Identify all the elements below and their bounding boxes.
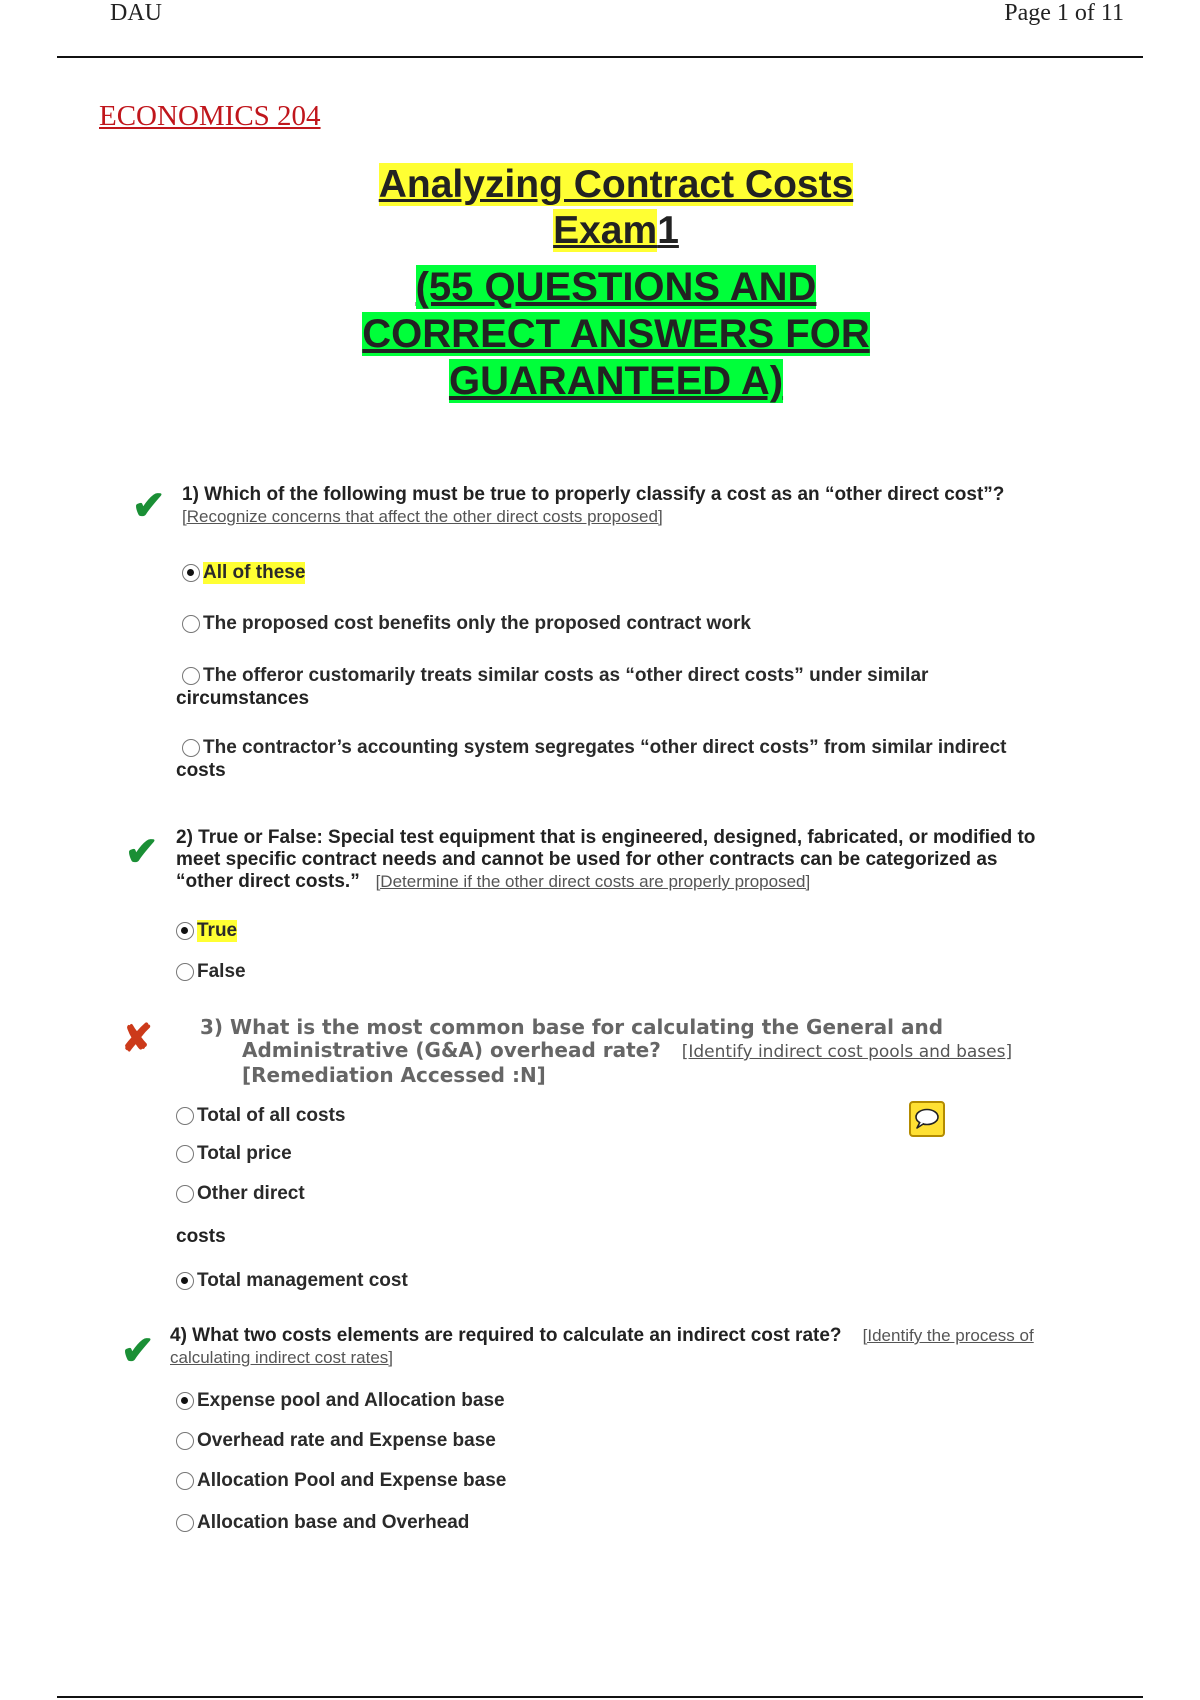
option-label: Allocation base and Overhead bbox=[197, 1512, 470, 1533]
question-1-text bbox=[182, 484, 1142, 528]
title-line-2b: 1 bbox=[657, 209, 679, 252]
header-divider bbox=[57, 56, 1143, 58]
option-label: Overhead rate and Expense base bbox=[197, 1430, 496, 1451]
question-4-option-1[interactable] bbox=[176, 1390, 505, 1412]
question-2-text bbox=[176, 827, 1136, 893]
question-3-option-1[interactable] bbox=[176, 1105, 346, 1127]
question-2-option-1[interactable] bbox=[176, 920, 237, 942]
question-1-option-2[interactable] bbox=[182, 613, 751, 635]
subtitle-line-3: GUARANTEED A) bbox=[448, 359, 784, 403]
header-left-label: DAU bbox=[110, 0, 162, 26]
question-3-option-2[interactable] bbox=[176, 1143, 292, 1165]
option-label: Total of all costs bbox=[197, 1105, 346, 1126]
correct-check-icon: ✔ bbox=[125, 830, 159, 874]
question-1-option-4[interactable] bbox=[182, 737, 1007, 759]
question-3-text bbox=[200, 1016, 1100, 1087]
question-3-objective-link[interactable]: [Identify indirect cost pools and bases] bbox=[681, 1042, 1013, 1062]
question-4-option-2[interactable] bbox=[176, 1430, 496, 1452]
option-label: Total management cost bbox=[197, 1270, 408, 1291]
title-line-2a: Exam bbox=[553, 209, 658, 252]
option-label: All of these bbox=[203, 562, 306, 583]
option-label-continued: circumstances bbox=[176, 688, 310, 709]
subtitle-line-1: (55 QUESTIONS AND bbox=[415, 265, 817, 309]
option-label: The proposed cost benefits only the proposed contract work bbox=[203, 613, 751, 634]
option-label: Allocation Pool and Expense base bbox=[197, 1470, 507, 1491]
radio-icon[interactable] bbox=[176, 1472, 194, 1490]
option-label: The contractor’s accounting system segregates “other direct costs” from similar indirect bbox=[203, 737, 1007, 758]
radio-selected-icon[interactable] bbox=[176, 922, 194, 940]
question-1-prompt: 1) Which of the following must be true to properly classify a cost as an “other direct cost”? bbox=[182, 484, 1005, 505]
radio-icon[interactable] bbox=[176, 1185, 194, 1203]
radio-icon[interactable] bbox=[182, 615, 200, 633]
radio-icon[interactable] bbox=[176, 1514, 194, 1532]
question-4-option-4[interactable] bbox=[176, 1512, 469, 1534]
question-4-text bbox=[170, 1325, 1150, 1369]
option-label: False bbox=[197, 961, 246, 982]
option-label-continued: costs bbox=[176, 1226, 226, 1247]
question-2-option-2[interactable] bbox=[176, 961, 246, 983]
question-1-option-3[interactable] bbox=[182, 665, 928, 687]
radio-icon[interactable] bbox=[176, 1432, 194, 1450]
question-3-option-3[interactable] bbox=[176, 1183, 305, 1205]
speech-bubble-icon[interactable] bbox=[909, 1101, 945, 1137]
question-3-remediation: [Remediation Accessed :N] bbox=[242, 1063, 546, 1087]
radio-icon[interactable] bbox=[176, 1107, 194, 1125]
subtitle-line-2: CORRECT ANSWERS FOR bbox=[362, 312, 870, 356]
option-label-continued: costs bbox=[176, 760, 226, 781]
question-1-objective-link[interactable]: [Recognize concerns that affect the other direct costs proposed] bbox=[182, 507, 663, 526]
question-4-objective-link[interactable]: [Identify the process of bbox=[862, 1326, 1034, 1345]
radio-icon[interactable] bbox=[182, 739, 200, 757]
footer-divider bbox=[57, 1696, 1143, 1698]
correct-check-icon: ✔ bbox=[132, 484, 166, 528]
option-label: Total price bbox=[197, 1143, 292, 1164]
question-1-option-1[interactable] bbox=[182, 562, 305, 584]
title-line-1: Analyzing Contract Costs bbox=[378, 163, 854, 206]
question-2-prompt-line-3: “other direct costs.” bbox=[176, 871, 360, 892]
page-title bbox=[300, 162, 932, 254]
radio-selected-icon[interactable] bbox=[176, 1272, 194, 1290]
correct-check-icon: ✔ bbox=[121, 1329, 155, 1373]
radio-icon[interactable] bbox=[176, 1145, 194, 1163]
radio-icon[interactable] bbox=[176, 963, 194, 981]
question-2-objective-link[interactable]: [Determine if the other direct costs are properly proposed] bbox=[375, 872, 811, 891]
question-3-prompt-line-1: 3) What is the most common base for calculating the General and bbox=[200, 1015, 944, 1039]
radio-selected-icon[interactable] bbox=[182, 564, 200, 582]
option-label: True bbox=[197, 920, 238, 941]
question-3-option-4[interactable] bbox=[176, 1270, 408, 1292]
question-2-prompt-line-2: meet specific contract needs and cannot be used for other contracts can be categorized as bbox=[176, 849, 998, 870]
page-indicator: Page 1 of 11 bbox=[1004, 0, 1124, 26]
course-title: ECONOMICS 204 bbox=[99, 100, 321, 132]
question-4-option-3[interactable] bbox=[176, 1470, 506, 1492]
option-label: The offeror customarily treats similar costs as “other direct costs” under similar bbox=[203, 665, 929, 686]
radio-icon[interactable] bbox=[182, 667, 200, 685]
question-4-objective-link-cont[interactable]: calculating indirect cost rates] bbox=[170, 1348, 393, 1367]
radio-selected-icon[interactable] bbox=[176, 1392, 194, 1410]
question-4-prompt: 4) What two costs elements are required to calculate an indirect cost rate? bbox=[170, 1325, 842, 1346]
incorrect-cross-icon: ✘ bbox=[121, 1018, 153, 1060]
question-3-prompt-line-2: Administrative (G&A) overhead rate? bbox=[242, 1038, 661, 1062]
page-subtitle bbox=[300, 264, 932, 405]
question-2-prompt-line-1: 2) True or False: Special test equipment that is engineered, designed, fabricated, or modified to bbox=[176, 827, 1036, 848]
option-label: Expense pool and Allocation base bbox=[197, 1390, 505, 1411]
option-label: Other direct bbox=[197, 1183, 305, 1204]
